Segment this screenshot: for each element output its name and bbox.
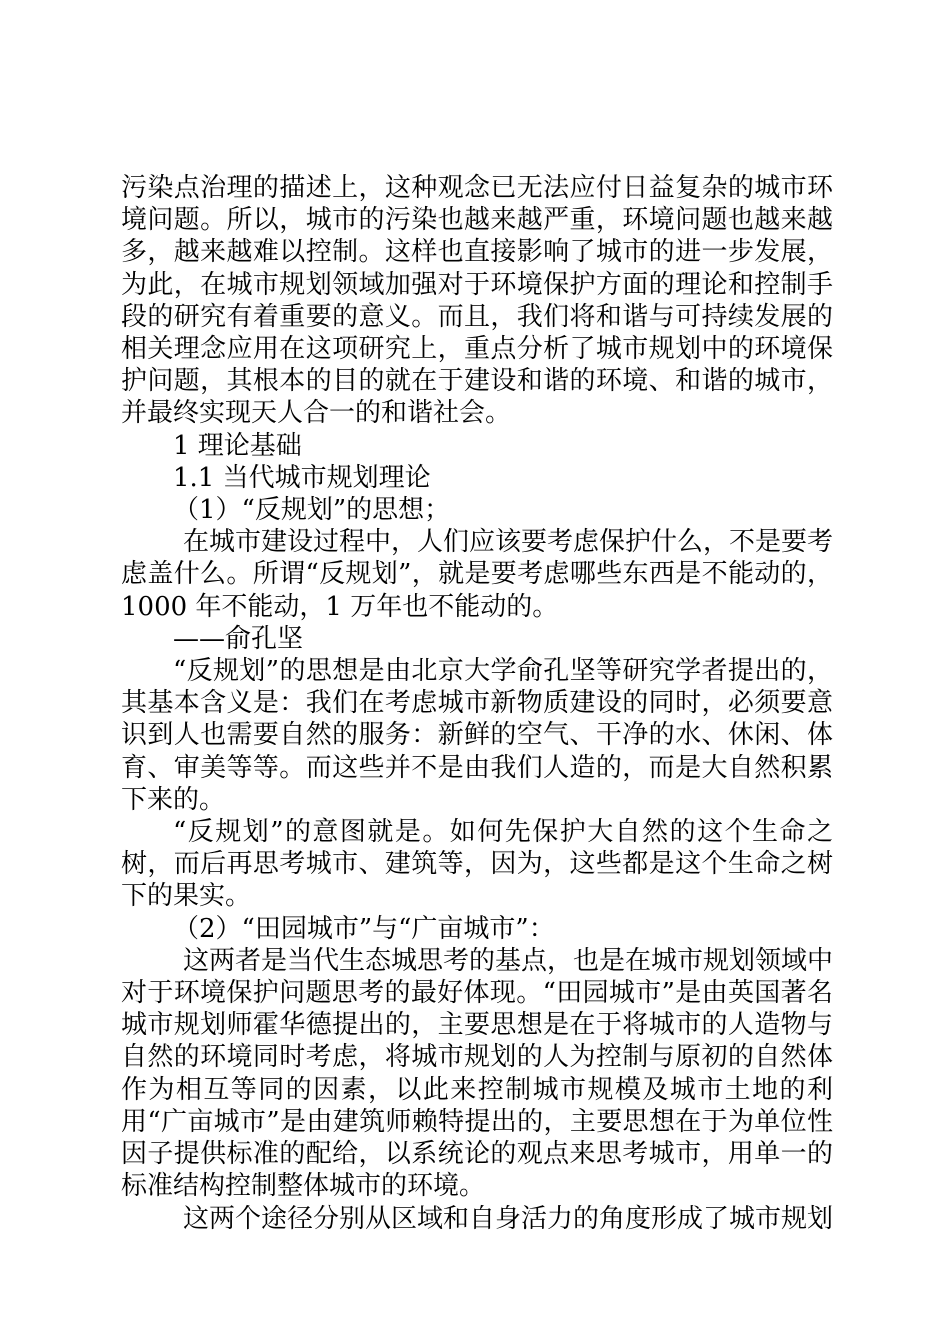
heading-theory-basis: 1 理论基础: [173, 430, 302, 461]
subheading-garden-city: （2）“田园城市”与“广亩城市”：: [173, 913, 555, 944]
heading-contemporary-planning-theory: 1.1 当代城市规划理论: [173, 462, 431, 493]
paragraph-anti-planning-intent: “反规划”的意图就是。如何先保护大自然的这个生命之树，而后再思考城市、建筑等，因为，这些都是这个生命之树下的果实。: [121, 817, 833, 912]
quote-paragraph: 在城市建设过程中，人们应该要考虑保护什么，不是要考虑盖什么。所谓“反规划”，就是要考虑哪些东西是不能动的，1000 年不能动，1 万年也不能动的。: [121, 527, 834, 622]
subheading-anti-planning: （1）“反规划”的思想；: [173, 495, 451, 526]
quote-attribution: ——俞孔坚: [173, 623, 304, 654]
paragraph-two-approaches: 这两个途径分别从区域和自身活力的角度形成了城市规划: [183, 1203, 834, 1234]
paragraph-intro-continued: 污染点治理的描述上，这种观念已无法应付日益复杂的城市环境问题。所以，城市的污染也越来越严重，环境问题也越来越多，越来越难以控制。这样也直接影响了城市的进一步发展，为此，在城市规划领域加强对于环境保护方面的理论和控制手段的研究有着重要的意义。而且，我们将和谐与可持续发展的相关理念应用在这项研究上，重点分析了城市规划中的环境保护问题，其根本的目的就在于建设和谐的环境、和谐的城市，并最终实现天人合一的和谐社会。: [121, 173, 833, 429]
paragraph-anti-planning-definition: “反规划”的思想是由北京大学俞孔坚等研究学者提出的，其基本含义是：我们在考虑城市新物质建设的同时，必须要意识到人也需要自然的服务：新鲜的空气、干净的水、休闲、体育、审美等等。而这些并不是由我们人造的，而是大自然积累下来的。: [121, 656, 833, 815]
document-body: [121, 172, 833, 1235]
paragraph-garden-city: 这两者是当代生态城思考的基点，也是在城市规划领域中对于环境保护问题思考的最好体现。“田园城市”是由英国著名城市规划师霍华德提出的，主要思想是在于将城市的人造物与自然的环境同时考虑，将城市规划的人为控制与原初的自然体作为相互等同的因素，以此来控制城市规模及城市土地的利用“广亩城市”是由建筑师赖特提出的，主要思想在于为单位性因子提供标准的配给，以系统论的观点来思考城市，用单一的标准结构控制整体城市的环境。: [121, 945, 834, 1202]
